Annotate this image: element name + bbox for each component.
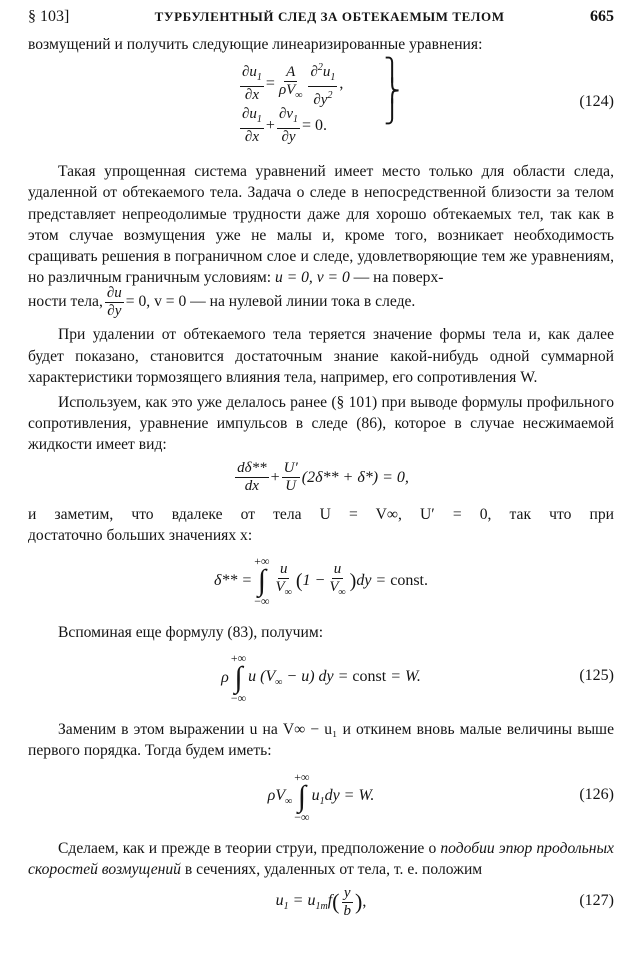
book-page: [28, 8, 614, 924]
paragraph-momentum: Используем, как это уже делалось ранее (§ 101) при выводе формулы профильного сопротивления, уравнение импульсов в следе (86), которое в случае несжимаемой жидкости имеет вид:: [28, 394, 614, 454]
equation-number-126: (126): [579, 785, 614, 803]
paragraph-substitute: Заменим в этом выражении u на V∞ − u₁ и откинем вновь малые величины выше первого порядка. Тогда будем иметь:: [28, 721, 614, 760]
paragraph-wake-system: Такая упрощенная система уравнений имеет место только для области следа, удаленной от обтекаемого тела. Задача о следе в непосредственной близости за телом представляет непреодолимые трудности даже для хорошо обтекаемых тел, так как в этом случае возмущения уже не малы и, кроме того, возникает необходимость сращивать решения в пограничном слое и следе, удовлетворяющие тем же уравнениям, но различным граничным условиям: u = 0, v = 0 — на поверх-: [28, 163, 614, 287]
paragraph-shape-loss: При удалении от обтекаемого тела теряется значение формы тела и, как далее будет показано, становится достаточным знание какой-нибудь одной суммарной характеристики тормозящего влияния тела, например, его сопротивления W.: [28, 326, 614, 386]
equation-number-127: (127): [579, 892, 614, 910]
equation-124: $\frac{\partial u_1}{\partial x}$ = $\frac{A}{\rho V_\infty}$ $\frac{\partial^2u_1}{\partial y^2}$ , $\frac{\partial u_1}{\partial x}$ + $\frac{\partial v_1}{\partial y}$ = 0. ⎫ ⎬ ⎭ (124): [242, 57, 614, 146]
equation-126: $\rho V_\infty$ +∞ ∫ −∞ $u_1dy = W$. (126): [267, 769, 614, 824]
equation-momentum: $\frac{d\delta**}{dx}$ + $\frac{U'}{U}$ (2δ** + δ*) = 0,: [237, 460, 409, 495]
equation-127: $u_1 = u_{1m}f$ ( $\frac{y}{b}$ ) , (127): [275, 884, 614, 919]
paragraph-far-field: и заметим, что вдалеке от тела U = V∞, U′ = 0, так что при: [28, 505, 614, 523]
page-number: 665: [589, 8, 614, 25]
equation-number-124: (124): [579, 93, 614, 111]
paragraph-similarity: Сделаем, как и прежде в теории струи, предположение о подобии эпюр продольных скоростей возмущений в сечениях, удаленных от тела, т. е. положим: [28, 839, 614, 878]
equation-displacement-integral: δ** = +∞ ∫ −∞ $\frac{u}{V_\infty}$ ( 1 − $\frac{u}{V_\infty}$ ) dy = const.: [213, 554, 428, 609]
header-title: ТУРБУЛЕНТНЫЙ СЛЕД ЗА ОБТЕКАЕМЫМ ТЕЛОМ: [154, 9, 505, 24]
equation-number-125: (125): [579, 667, 614, 685]
equation-125: ρ +∞ ∫ −∞ u $(V_\infty - u)$ dy = const = W. (125): [221, 651, 614, 706]
header-section: § 103]: [28, 8, 70, 25]
paragraph-wake-system-last-line: ности тела, $\frac{\partial u}{\partial y}$ = 0, v = 0 — на нулевой линии тока в следе.: [28, 284, 416, 319]
paragraph-far-field-cont: достаточно больших значениях x:: [28, 526, 253, 544]
running-header: [28, 8, 614, 32]
paragraph-recall: Вспоминая еще формулу (83), получим:: [58, 624, 324, 642]
paragraph-intro: возмущений и получить следующие линеаризированные уравнения:: [28, 36, 483, 53]
